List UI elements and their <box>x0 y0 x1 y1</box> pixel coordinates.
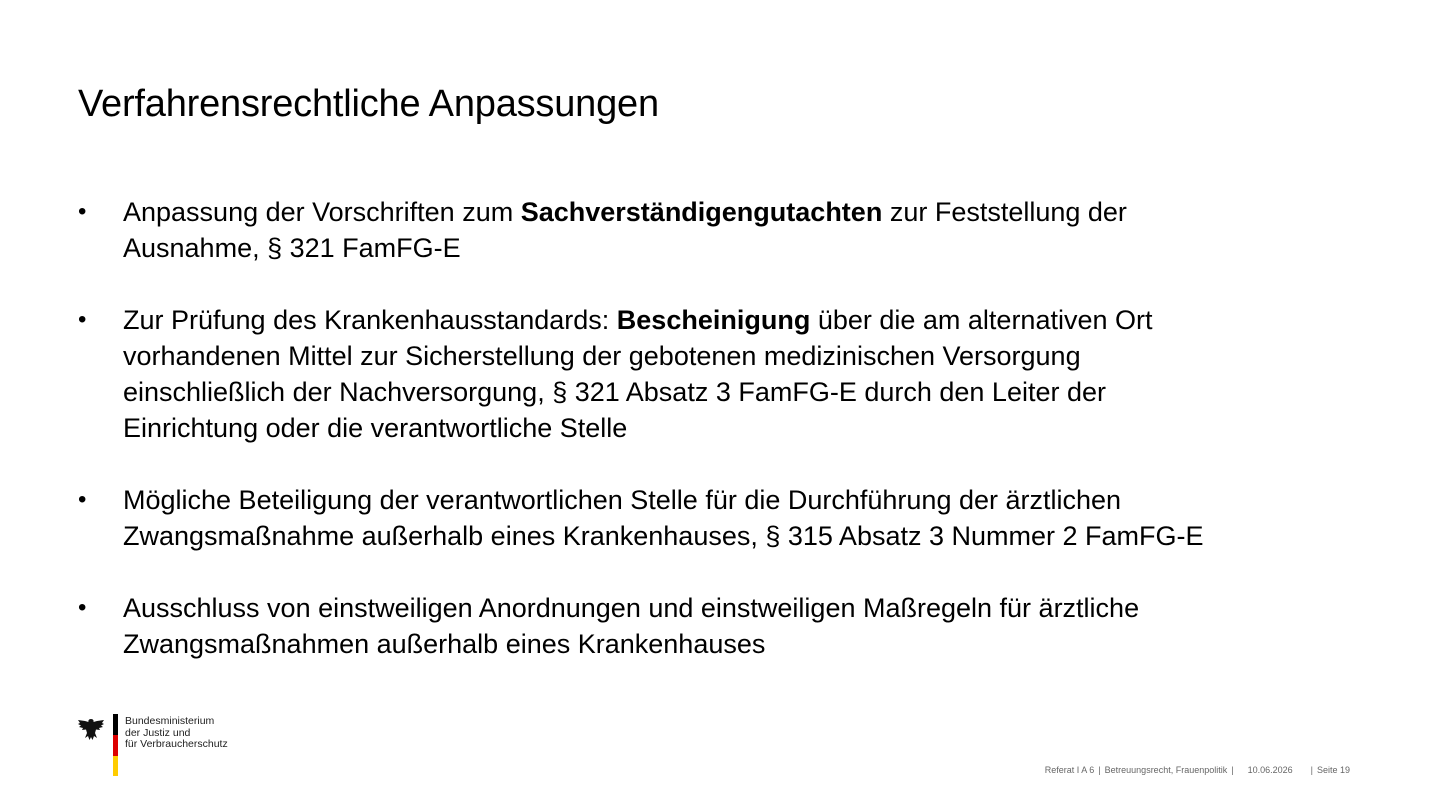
ministry-name-line-3: für Verbraucherschutz <box>125 738 228 750</box>
footer-separator: | <box>1231 765 1234 775</box>
bullet-line <box>123 374 1378 410</box>
bullet-item <box>78 590 1378 662</box>
slide-footer <box>1045 765 1350 775</box>
bullet-line <box>123 626 1378 662</box>
ministry-logo <box>76 714 271 778</box>
footer-page-number: Seite 19 <box>1316 765 1350 775</box>
bullet-line <box>123 302 1378 338</box>
flag-stripe-gold <box>113 756 118 776</box>
footer-topic: Betreuungsrecht, Frauenpolitik <box>1104 765 1228 775</box>
bullet-text: einschließlich der Nachversorgung, § 321 Absatz 3 FamFG-E durch den Leiter der <box>123 377 1106 407</box>
flag-stripe-black <box>113 714 118 735</box>
bullet-text: Einrichtung oder die verantwortliche Stelle <box>123 413 628 443</box>
bullet-list <box>78 194 1378 662</box>
bullet-text: Anpassung der Vorschriften zum <box>123 197 521 227</box>
bullet-text: Ausschluss von einstweiligen Anordnungen und einstweiligen Maßregeln für ärztliche <box>123 593 1140 623</box>
bullet-text: Zur Prüfung des Krankenhausstandards: <box>123 305 617 335</box>
bullet-line <box>123 590 1378 626</box>
bullet-line <box>123 410 1378 446</box>
bullet-item <box>78 302 1378 446</box>
bullet-text: Zwangsmaßnahme außerhalb eines Krankenhauses, § 315 Absatz 3 Nummer 2 FamFG-E <box>123 521 1204 551</box>
bullet-item <box>78 482 1378 554</box>
ministry-name-line-1: Bundesministerium <box>125 715 215 727</box>
bullet-text: über die am alternativen Ort <box>810 305 1153 335</box>
ministry-name <box>125 716 228 751</box>
german-flag-bar <box>113 714 118 776</box>
footer-unit: Referat I A 6 <box>1044 765 1095 775</box>
slide-title: Verfahrensrechtliche Anpassungen <box>78 83 659 126</box>
footer-separator: | <box>1310 765 1313 775</box>
bullet-line <box>123 338 1378 374</box>
flag-stripe-red <box>113 735 118 756</box>
federal-eagle-icon <box>76 716 106 742</box>
bullet-text: Zwangsmaßnahmen außerhalb eines Krankenhauses <box>123 629 766 659</box>
bullet-item <box>78 194 1378 266</box>
footer-separator: | <box>1098 765 1101 775</box>
bullet-emphasis: Bescheinigung <box>616 305 811 335</box>
bullet-text: vorhandenen Mittel zur Sicherstellung der gebotenen medizinischen Versorgung <box>123 341 1081 371</box>
bullet-emphasis: Sachverständigengutachten <box>520 197 883 227</box>
bullet-text: zur Feststellung der <box>882 197 1127 227</box>
bullet-line <box>123 230 1378 266</box>
footer-date: 10.06.2026 <box>1247 765 1293 775</box>
bullet-line <box>123 518 1378 554</box>
bullet-text: Ausnahme, § 321 FamFG-E <box>123 233 461 263</box>
bullet-text: Mögliche Beteiligung der verantwortlichen Stelle für die Durchführung der ärztlichen <box>123 485 1122 515</box>
bullet-line <box>123 482 1378 518</box>
bullet-line <box>123 194 1378 230</box>
ministry-name-line-2: der Justiz und <box>125 726 191 739</box>
